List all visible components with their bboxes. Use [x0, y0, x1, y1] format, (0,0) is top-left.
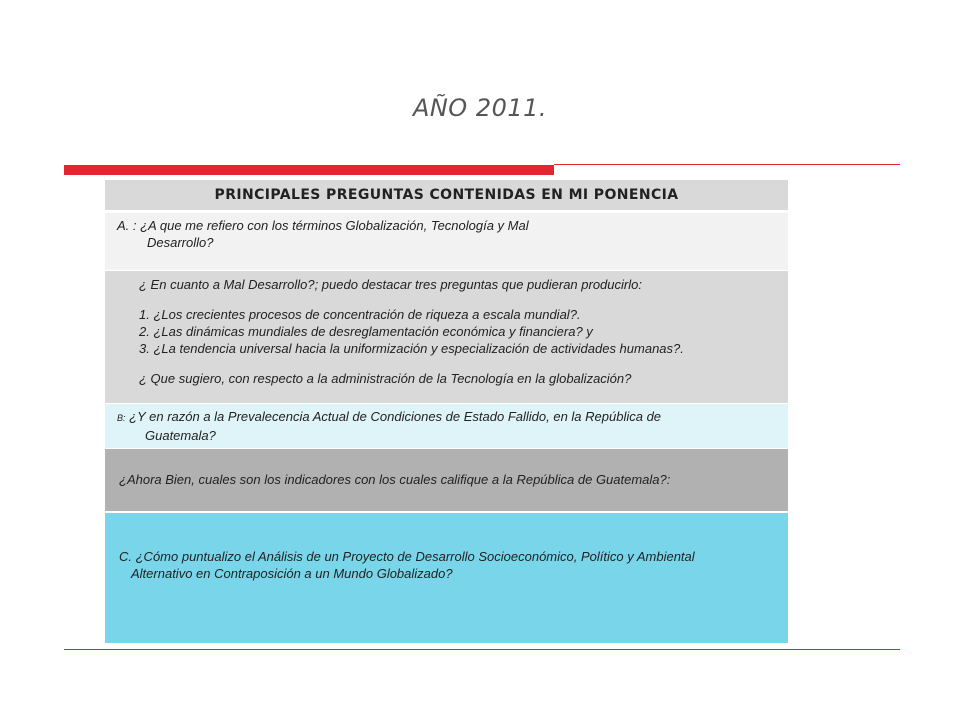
question-a-line-1: A. : ¿A que me refiero con los términos Globalización, Tecnología y Mal: [117, 218, 529, 233]
slide-title: AÑO 2011.: [412, 94, 548, 122]
question-c-line-2: Alternativo en Contraposición a un Mundo Globalizado?: [131, 566, 453, 581]
detail-item-2: 2. ¿Las dinámicas mundiales de desreglamentación económica y financiera? y: [139, 324, 593, 339]
questions-table: [105, 180, 788, 643]
bottom-divider-line: [64, 649, 900, 650]
question-a-line-2: Desarrollo?: [147, 235, 214, 250]
detail-item-3: 3. ¿La tendencia universal hacia la uniformización y especialización de actividades humanas?.: [139, 341, 684, 356]
detail-intro: ¿ En cuanto a Mal Desarrollo?; puedo destacar tres preguntas que pudieran producirlo:: [139, 277, 642, 292]
accent-bar: [64, 165, 554, 175]
question-a-row: [105, 213, 788, 270]
question-c-line-1: C. ¿Cómo puntualizo el Análisis de un Proyecto de Desarrollo Socioeconómico, Político y Ambiental: [119, 549, 695, 564]
question-b-row: [105, 404, 788, 448]
detail-closing: ¿ Que sugiero, con respecto a la administración de la Tecnología en la globalización?: [139, 371, 632, 386]
detail-item-1: 1. ¿Los crecientes procesos de concentración de riqueza a escala mundial?.: [139, 307, 581, 322]
question-b-line-1: ¿Y en razón a la Prevalecencia Actual de Condiciones de Estado Fallido, en la República de: [129, 409, 662, 424]
question-b-label: B:: [117, 413, 126, 423]
indicators-row: [105, 449, 788, 511]
indicators-text: ¿Ahora Bien, cuales son los indicadores con los cuales califique a la República de Guatemala?:: [119, 472, 671, 487]
table-header: PRINCIPALES PREGUNTAS CONTENIDAS EN MI PONENCIA: [105, 180, 788, 210]
question-b-line-2: Guatemala?: [145, 428, 216, 443]
question-c-row: [105, 513, 788, 643]
top-divider-line: [554, 164, 900, 165]
mal-desarrollo-row: [105, 271, 788, 403]
